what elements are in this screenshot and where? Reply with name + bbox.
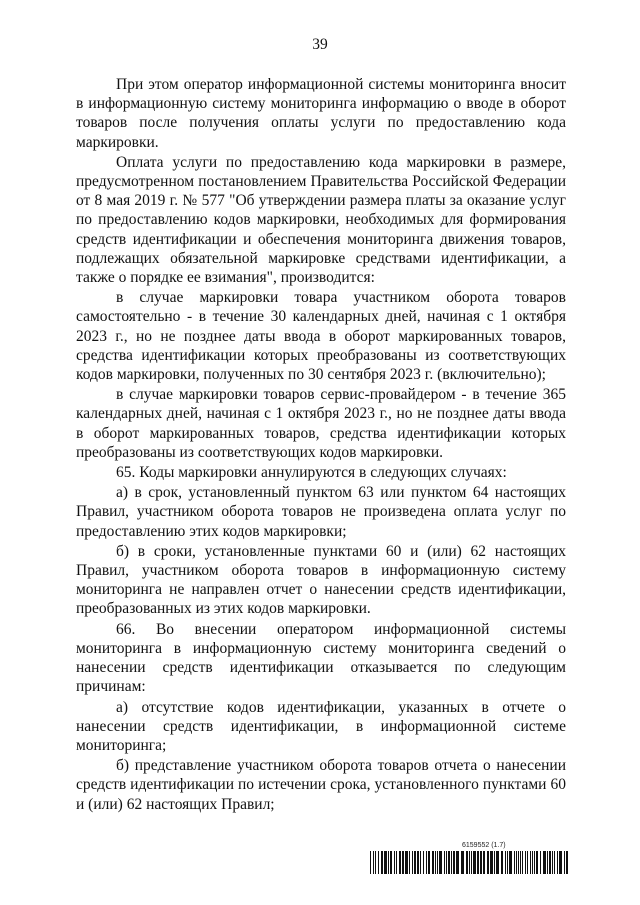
paragraph: в случае маркировки товара участником оборота товаров самостоятельно - в течение 30 календарных дней, начиная с 1 октября 2023 г., но не позднее даты ввода в оборот маркированных товаров, средства идентификации которых преобразованы из соответствующих кодов маркировки, полученных по 30 сентября 2023 г. (включительно); (76, 289, 566, 384)
paragraph: Оплата услуги по предоставлению кода маркировки в размере, предусмотренном постановлением Правительства Российской Федерации от 8 мая 2019 г. № 577 "Об утверждении размера платы за оказание услуг по предоставлению кодов маркировки, необходимых для формирования средств идентификации и обеспечения мониторинга движения товаров, подлежащих обязательной маркировке средствами идентификации, а также о порядке ее взимания", производится: (76, 153, 566, 287)
paragraph: б) представление участником оборота товаров отчета о нанесении средств идентификации по истечении срока, установленного пунктами 60 и (или) 62 настоящих Правил; (76, 757, 566, 813)
paragraph: в случае маркировки товаров сервис-провайдером - в течение 365 календарных дней, начиная с 1 октября 2023 г., но не позднее даты ввода в оборот маркированных товаров, средства идентификации которых преобразованы из соответствующих кодов маркировки. (76, 386, 566, 461)
document-body (76, 75, 566, 815)
paragraph: а) в срок, установленный пунктом 63 или пунктом 64 настоящих Правил, участником оборота товаров не произведена оплата услуг по предоставлению этих кодов маркировки; (76, 484, 566, 540)
paragraph: 65. Коды маркировки аннулируются в следующих случаях: (116, 464, 507, 482)
page-number: 39 (312, 36, 328, 53)
paragraph: При этом оператор информационной системы мониторинга вносит в информационную систему мониторинга информацию о вводе в оборот товаров после получения оплаты услуги по предоставлению кода маркировки. (76, 76, 566, 151)
barcode-code: 6159552 (1.7) (462, 842, 506, 849)
barcode-icon (370, 851, 568, 874)
paragraph: 66. Во внесении оператором информационной системы мониторинга в информационную систему мониторинга сведений о нанесении средств идентификации отказывается по следующим причинам: (76, 620, 566, 696)
paragraph: б) в сроки, установленные пунктами 60 и (или) 62 настоящих Правил, участником оборота товаров в информационную систему мониторинга не направлен отчет о нанесении средств идентификации, преобразованных из этих кодов маркировки. (76, 542, 566, 618)
paragraph: а) отсутствие кодов идентификации, указанных в отчете о нанесении средств идентификации, в информационной системе мониторинга; (76, 698, 566, 754)
